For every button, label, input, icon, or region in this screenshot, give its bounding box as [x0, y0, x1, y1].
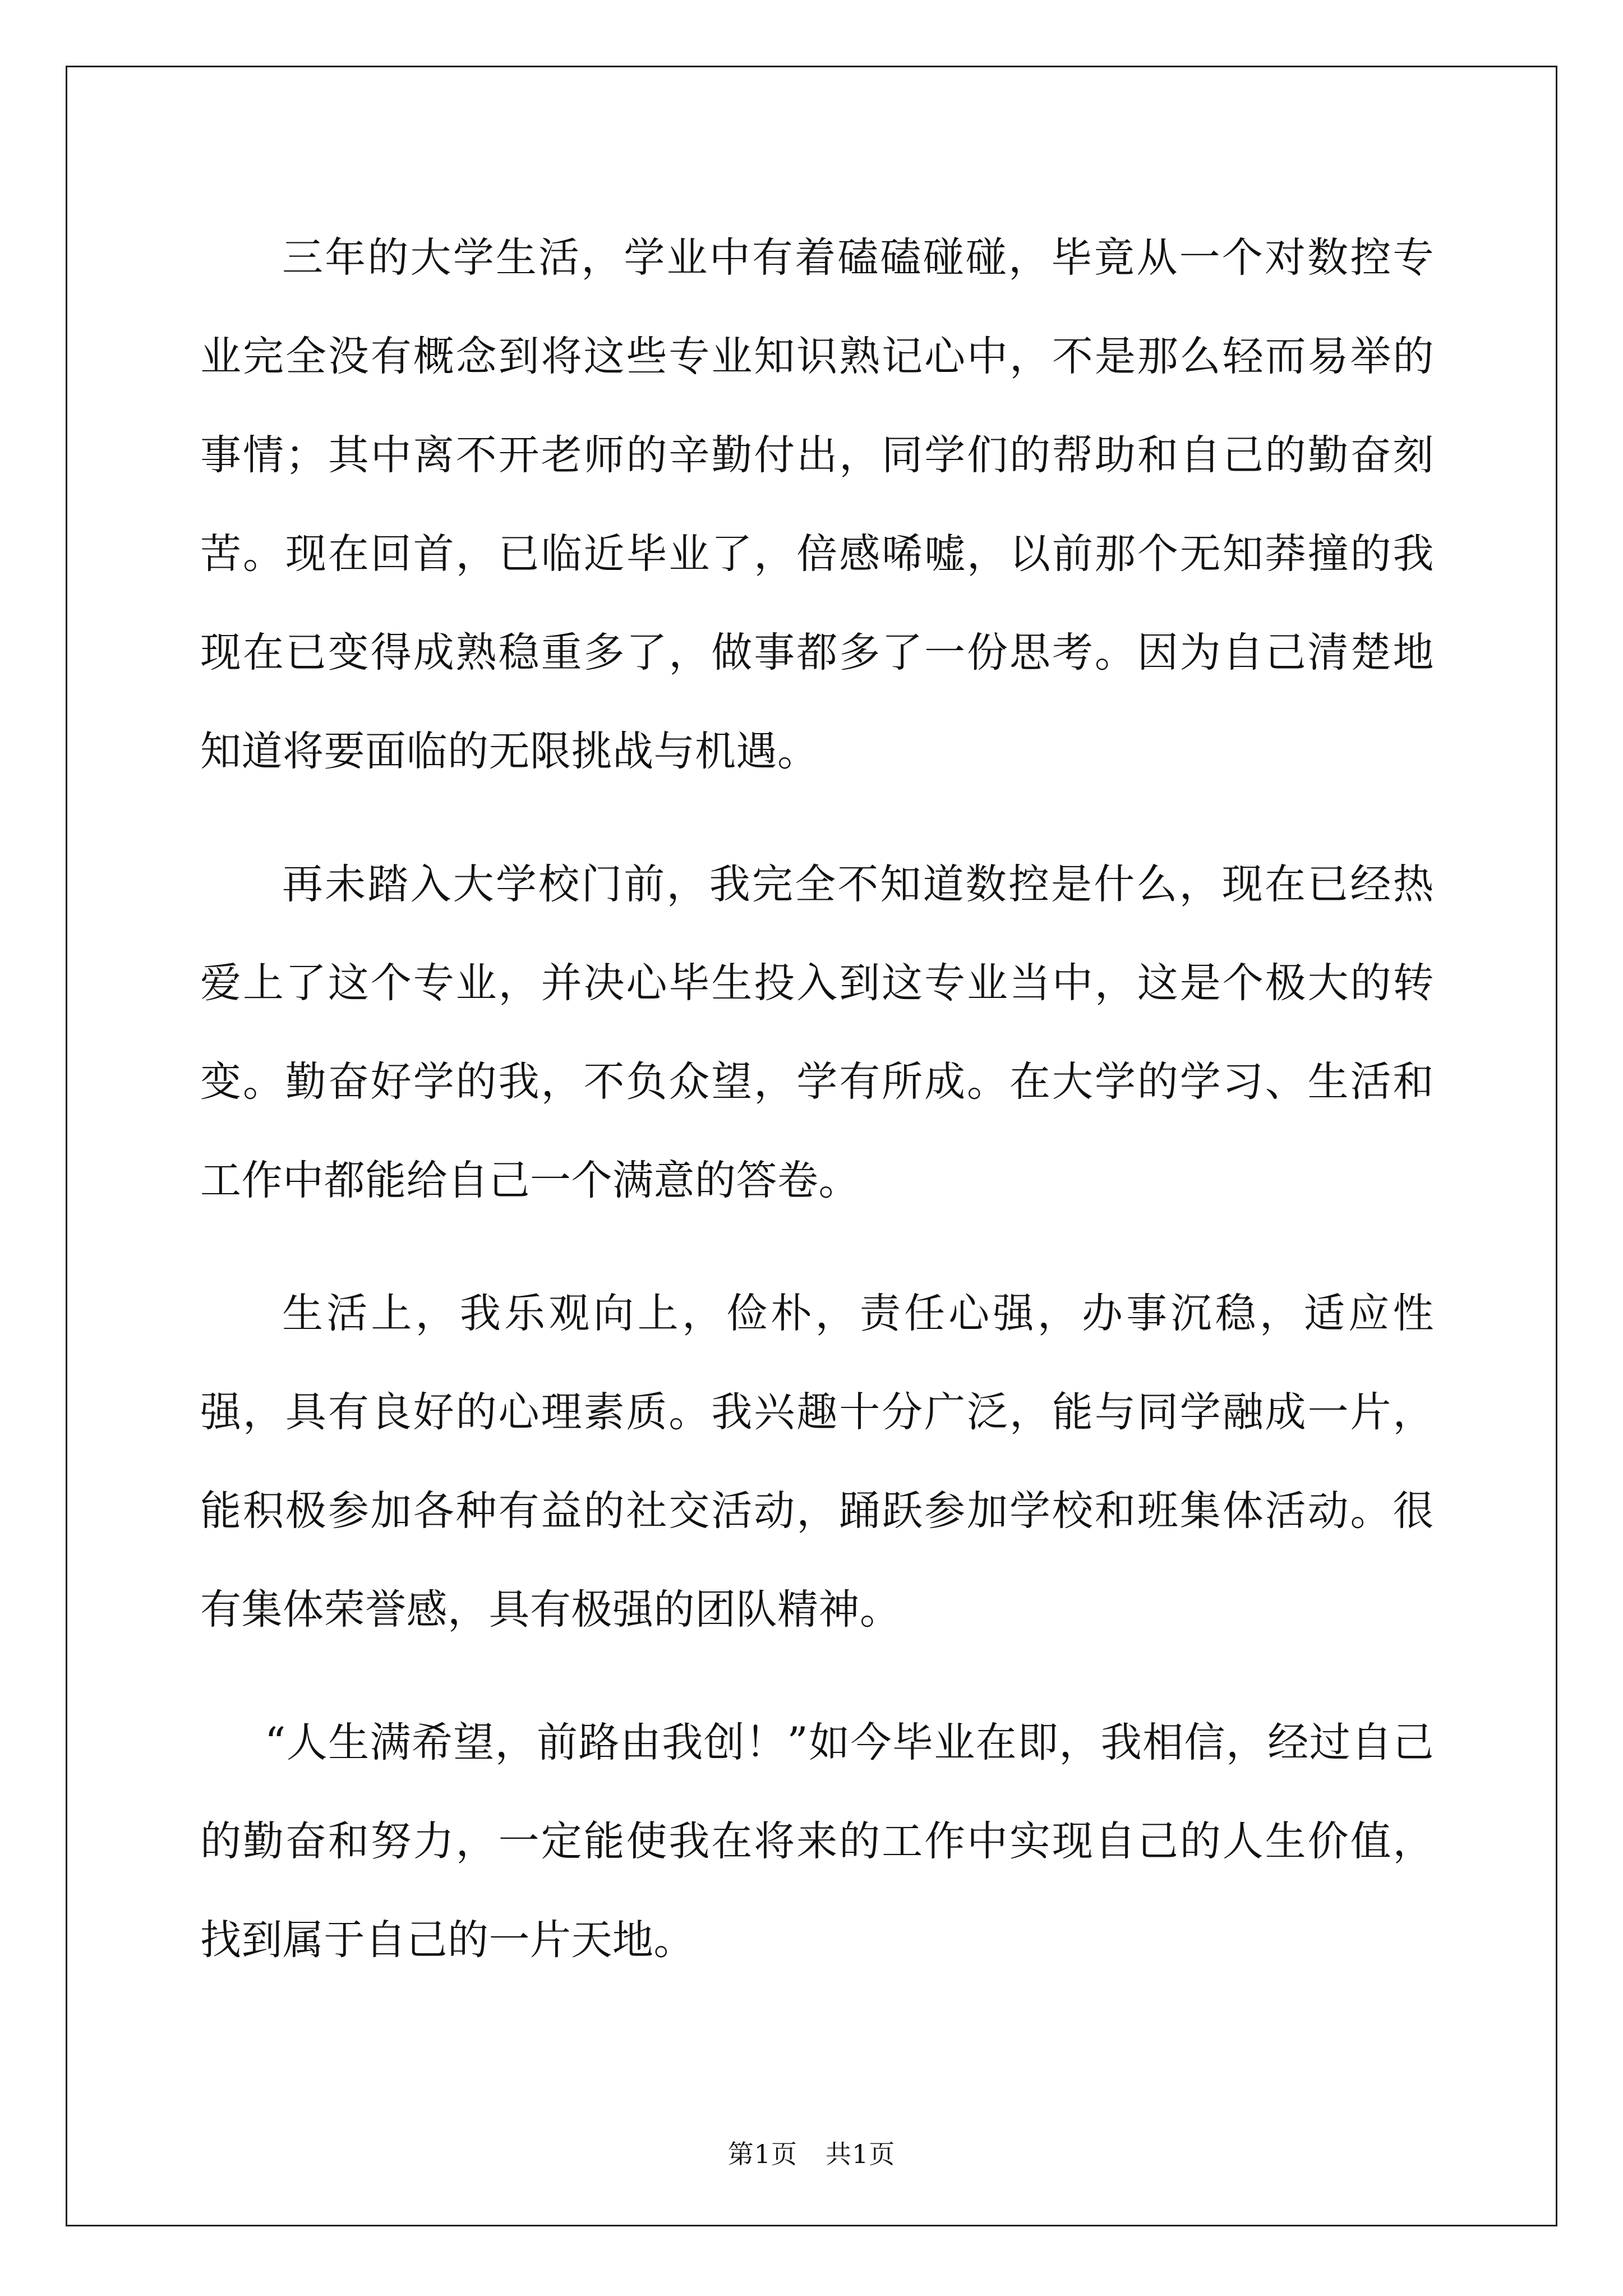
paragraph-4: “人生满希望，前路由我创！”如今毕业在即，我相信，经过自己的勤奋和努力，一定能使我在将来的工作中实现自己的人生价值，找到属于自己的一片天地。 [200, 1719, 1434, 1964]
paragraph-1: 三年的大学生活，学业中有着磕磕碰碰，毕竟从一个对数控专业完全没有概念到将这些专业知识熟记心中，不是那么轻而易举的事情；其中离不开老师的辛勤付出，同学们的帮助和自己的勤奋刻苦。现在回首，已临近毕业了，倍感唏嘘，以前那个无知莽撞的我现在已变得成熟稳重多了，做事都多了一份思考。因为自己清楚地知道将要面临的无限挑战与机遇。 [200, 234, 1434, 775]
paragraph-2: 再未踏入大学校门前，我完全不知道数控是什么，现在已经热爱上了这个专业，并决心毕生投入到这专业当中，这是个极大的转变。勤奋好学的我，不负众望，学有所成。在大学的学习、生活和工作中都能给自己一个满意的答卷。 [200, 861, 1434, 1204]
page-number: 第1页 [727, 2139, 797, 2169]
page-total: 共1页 [826, 2139, 896, 2169]
page-footer [0, 2137, 1623, 2171]
paragraph-3: 生活上，我乐观向上，俭朴，责任心强，办事沉稳，适应性强，具有良好的心理素质。我兴趣十分广泛，能与同学融成一片，能积极参加各种有益的社交活动，踊跃参加学校和班集体活动。很有集体荣誉感，具有极强的团队精神。 [200, 1290, 1434, 1634]
document-body [200, 209, 1434, 2024]
